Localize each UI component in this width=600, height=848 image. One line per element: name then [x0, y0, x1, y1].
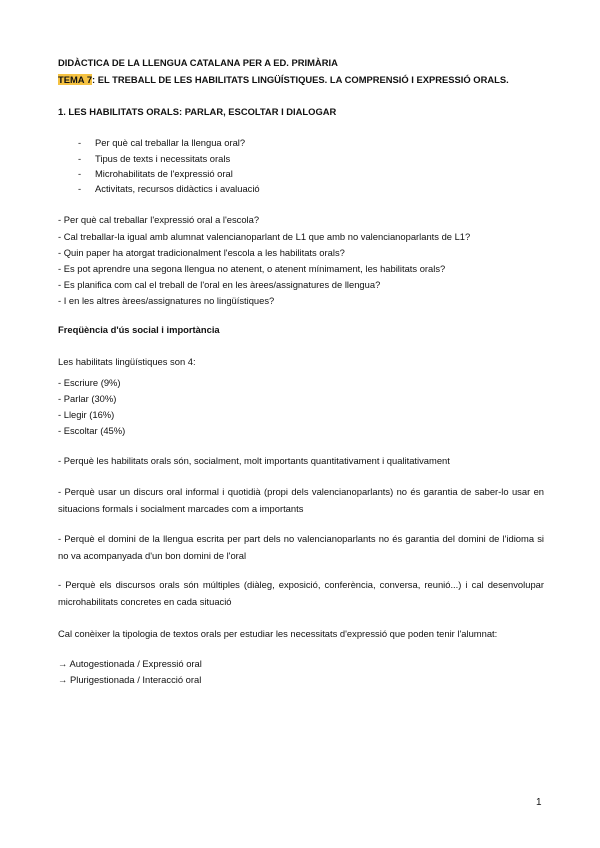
question-line: - Es pot aprendre una segona llengua no atenent, o atenent mínimament, les habilitats orals? — [58, 263, 446, 274]
question-line: - Es planifica com cal el treball de l'oral en les àrees/assignatures de llengua? — [58, 279, 381, 290]
bullet-item: - Tipus de texts i necessitats orals — [78, 153, 231, 164]
page-number: 1 — [536, 797, 542, 808]
reason-paragraph: - Perquè els discursos orals són múltiples (diàleg, exposició, conferència, conversa, reunió...) i cal desenvolupar microhabilitats concretes en cada situació — [58, 579, 544, 607]
bullet-item: - Per què cal treballar la llengua oral? — [78, 137, 246, 148]
skill-item: - Llegir (16%) — [58, 409, 115, 420]
skills-intro: Les habilitats lingüístiques son 4: — [58, 356, 196, 367]
typology-intro: Cal conèixer la tipologia de textos orals per estudiar les necessitats d'expressió que poden tenir l'alumnat: — [58, 628, 498, 639]
skill-item: - Parlar (30%) — [58, 393, 117, 404]
question-line: - Quin paper ha atorgat tradicionalment l'escola a les habilitats orals? — [58, 247, 345, 258]
type-item: → Plurigestionada / Interacció oral — [58, 674, 202, 685]
reason-paragraph: - Perquè el domini de la llengua escrita per part dels no valencianoparlants no és garantia del domini de l'idioma si no va acompanyada d'un bon domini de l'oral — [58, 533, 544, 561]
frequency-title: Freqüència d'ús social i importància — [58, 324, 220, 335]
question-line: - Cal treballar-la igual amb alumnat valencianoparlant de L1 que amb no valencianoparlants de L1? — [58, 231, 471, 242]
topic-title: : EL TREBALL DE LES HABILITATS LINGÜÍSTIQUES. LA COMPRENSIÓ I EXPRESSIÓ ORALS. — [92, 74, 509, 85]
topic-heading — [58, 74, 509, 86]
reason-paragraph: - Perquè les habilitats orals són, socialment, molt importants quantitativament i qualitativament — [58, 455, 450, 466]
question-line: - Per què cal treballar l'expressió oral a l'escola? — [58, 214, 260, 225]
course-title: DIDÀCTICA DE LA LLENGUA CATALANA PER A ED. PRIMÀRIA — [58, 57, 338, 68]
topic-label: TEMA 7 — [58, 74, 93, 85]
section-title: 1. LES HABILITATS ORALS: PARLAR, ESCOLTAR I DIALOGAR — [58, 106, 337, 117]
skill-item: - Escoltar (45%) — [58, 425, 126, 436]
type-item: → Autogestionada / Expressió oral — [58, 658, 202, 669]
bullet-item: - Activitats, recursos didàctics i avaluació — [78, 183, 260, 194]
reason-paragraph: - Perquè usar un discurs oral informal i quotidià (propi dels valencianoparlants) no és garantia de saber-lo usar en situacions formals i socialment marcades com a importants — [58, 486, 544, 514]
skill-item: - Escriure (9%) — [58, 377, 121, 388]
question-line: - I en les altres àrees/assignatures no lingüístiques? — [58, 295, 275, 306]
bullet-item: - Microhabilitats de l'expressió oral — [78, 168, 233, 179]
